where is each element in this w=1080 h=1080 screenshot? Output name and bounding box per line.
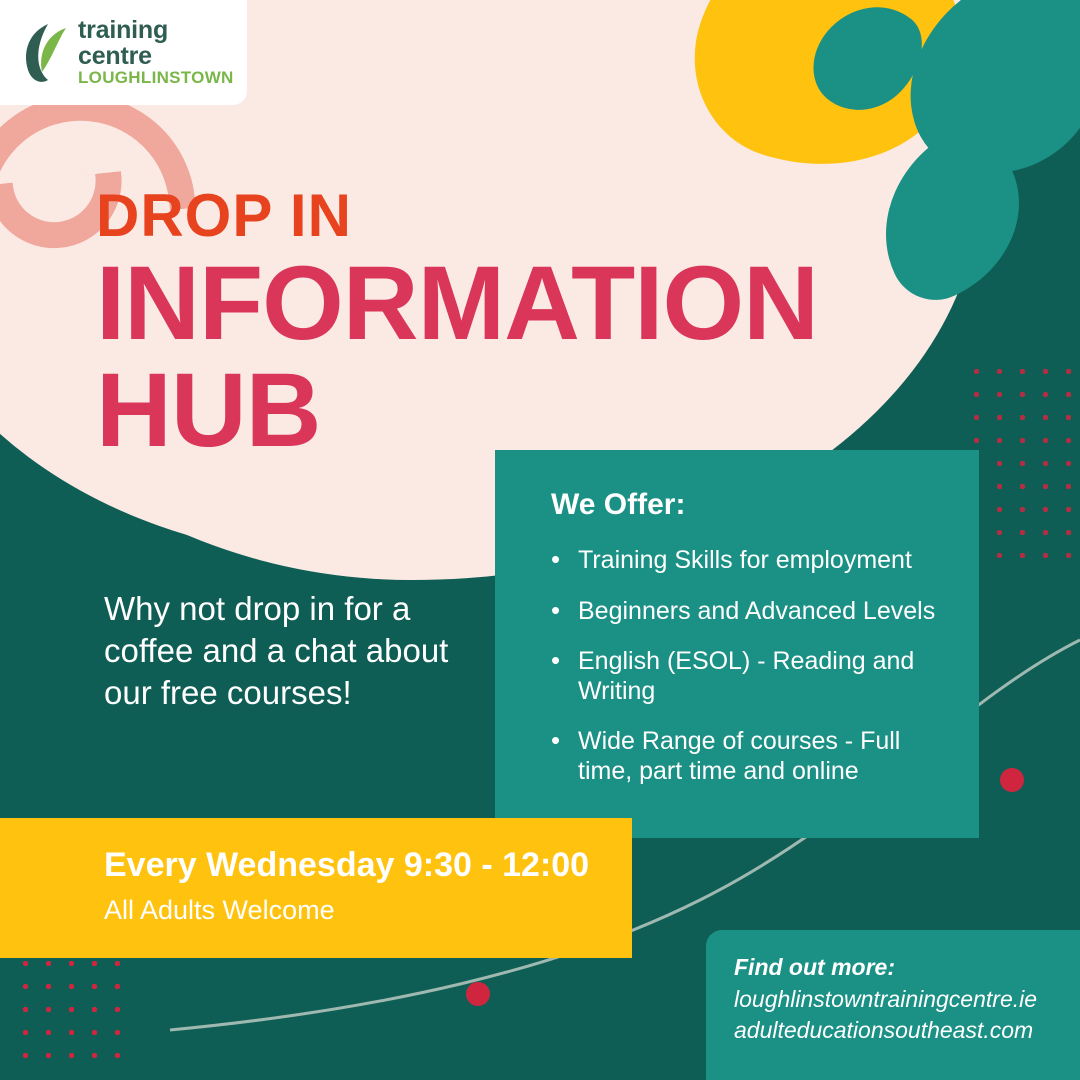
logo-line-2: centre (78, 41, 152, 70)
dot-grid-bottom-left (14, 952, 132, 1072)
list-item: • Training Skills for employment (551, 546, 945, 576)
headline-block (96, 182, 818, 469)
contact-label: Find out more: (734, 954, 895, 980)
schedule-text: Every Wednesday 9:30 - 12:00 (104, 846, 590, 884)
logo-line-1: training (78, 16, 169, 45)
intro-paragraph: Why not drop in for a coffee and a chat about our free courses! (104, 590, 449, 712)
curve-node-dot-left (466, 982, 490, 1006)
list-item: • Wide Range of courses - Full time, part time and online (551, 727, 945, 786)
offer-heading: We Offer: (551, 488, 686, 521)
audience-text: All Adults Welcome (104, 895, 335, 925)
contact-website-2[interactable]: adulteducationsoutheast.com (734, 1017, 1034, 1044)
offer-card (495, 450, 979, 838)
headline-title-line-2: HUB (96, 351, 321, 469)
swoosh-leaf-logo-icon (18, 22, 70, 84)
list-item: • Beginners and Advanced Levels (551, 597, 945, 627)
headline-title-line-1: INFORMATION (96, 245, 818, 362)
logo-line-3: LOUGHLINSTOWN (78, 68, 234, 88)
list-item: • English (ESOL) - Reading and Writing (551, 647, 945, 706)
schedule-banner (0, 818, 632, 958)
contact-card (706, 930, 1080, 1080)
offer-list (551, 546, 945, 786)
curve-node-dot-right (1000, 768, 1024, 792)
contact-website-1[interactable]: loughlinstowntrainingcentre.ie (734, 985, 1038, 1012)
logo (0, 0, 247, 105)
dot-grid-top-right (965, 360, 1080, 570)
headline-kicker: DROP IN (96, 182, 352, 249)
